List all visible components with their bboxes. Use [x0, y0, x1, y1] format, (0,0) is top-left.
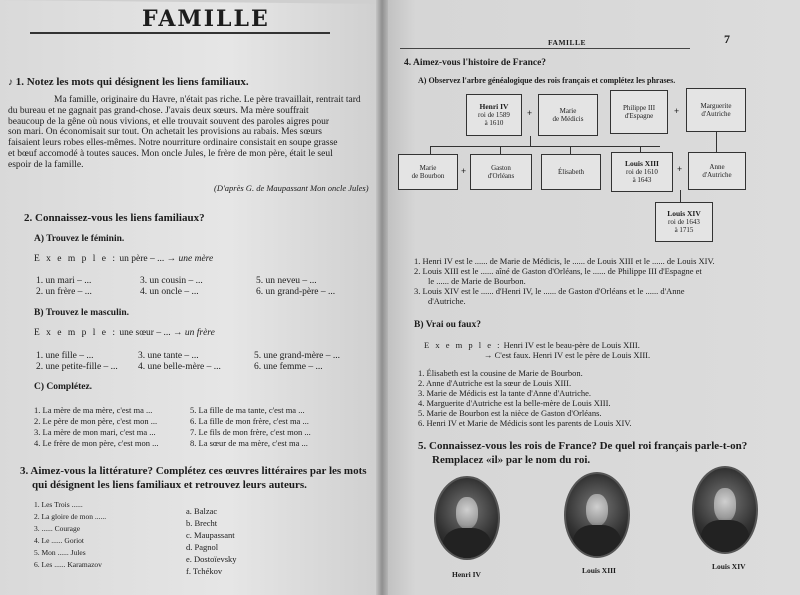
portrait-louis-xiii	[564, 472, 630, 558]
exercise-4b-example-answer: → C'est faux. Henri IV est le père de Louis XIII.	[484, 350, 651, 360]
exercise-4a-sentence: 3. Louis XIV est le ...... d'Henri IV, le ...... de Gaston d'Orléans et le ...... d'Anne	[414, 286, 685, 296]
tree-node-louis-xiii: Louis XIII roi de 1610 à 1643	[611, 152, 673, 192]
exercise-4a-title: A) Observez l'arbre généalogique des rois français et complétez les phrases.	[418, 76, 676, 85]
literary-work: 3. ...... Courage	[34, 524, 81, 533]
tree-connector	[716, 132, 717, 152]
exercise-2c-item: 2. Le père de mon père, c'est mon ...	[34, 416, 158, 426]
exercise-4-heading: 4. Aimez-vous l'histoire de France?	[404, 58, 547, 68]
exercise-4b-example: E x e m p l e : Henri IV est le beau-père de Louis XIII.	[424, 340, 640, 350]
tree-connector	[530, 136, 531, 146]
exercise-4b-item: 2. Anne d'Autriche est la sœur de Louis XIII.	[418, 378, 572, 388]
page-number: 7	[724, 32, 730, 46]
tree-connector	[430, 146, 660, 147]
tree-plus: +	[677, 164, 683, 174]
exercise-2a-item: 5. un neveu – ...	[256, 276, 317, 286]
tree-node-marie-de-bourbon: Marie de Bourbon	[398, 154, 458, 190]
exercise-4b-item: 3. Marie de Médicis est la tante d'Anne d'Autriche.	[418, 388, 592, 398]
exercise-1-source: (D'après G. de Maupassant Mon oncle Jules)	[214, 183, 369, 193]
exercise-2b-item: 3. une tante – ...	[138, 351, 199, 361]
exercise-2c-item: 5. La fille de ma tante, c'est ma ...	[190, 405, 305, 415]
literary-work: 5. Mon ...... Jules	[34, 548, 86, 557]
tree-node-henri-iv: Henri IV roi de 1589 à 1610	[466, 94, 522, 136]
exercise-2c-item: 3. La mère de mon mari, c'est ma ...	[34, 427, 156, 437]
tree-node-marguerite-d-autriche: Marguerite d'Autriche	[686, 88, 746, 132]
exercise-4a-sentence: d'Autriche.	[428, 296, 466, 306]
exercise-1-paragraph: Ma famille, originaire du Havre, n'était pas riche. Le père travaillait, rentrait tard du bureau et ne gagnait pas grand-chose. J'avais deux sœurs. Ma mère souffrait beaucoup de la gêne où nous vivions, et elle trouvait souvent des paroles aigres pour son mari. On économisait sur tout. On achetait les provisions au rabais. Mes sœurs faisaient leurs robes elles-mêmes. Notre nourriture ordinaire consistait en soupe grasse et bœuf accomodé à toutes sauces. Mon oncle Jules, le frère de mon père, était le seul espoir de la famille.	[8, 95, 361, 170]
exercise-2c-item: 8. La sœur de ma mère, c'est ma ...	[190, 438, 308, 448]
exercise-2c-item: 1. La mère de ma mère, c'est ma ...	[34, 405, 153, 415]
author: f. Tchékov	[186, 566, 223, 576]
exercise-4a-sentence: 2. Louis XIII est le ...... aîné de Gaston d'Orléans, le ...... de Philippe III d'Espagne et	[414, 266, 702, 276]
portrait-henri-iv	[434, 476, 500, 560]
exercise-4b-item: 6. Henri IV et Marie de Médicis sont les parents de Louis XIV.	[418, 418, 632, 428]
exercise-2c-title: C) Complétez.	[34, 382, 93, 392]
exercise-2a-item: 3. un cousin – ...	[140, 276, 203, 286]
tree-node-anne-d-autriche: Anne d'Autriche	[688, 152, 746, 190]
literary-work: 2. La gloire de mon ......	[34, 512, 107, 521]
exercise-2a-item: 4. un oncle – ...	[140, 287, 199, 297]
chapter-title: FAMILLE	[142, 6, 270, 32]
exercise-2a-item: 1. un mari – ...	[36, 276, 92, 286]
running-head-rule	[400, 48, 690, 49]
exercise-3-heading-line2: qui désignent les liens familiaux et retrouvez leurs auteurs.	[32, 479, 307, 491]
title-rule	[30, 32, 330, 34]
tree-node-philippe-iii: Philippe III d'Espagne	[610, 90, 668, 134]
exercise-2a-example: E x e m p l e : un père – ... → une mère	[34, 254, 214, 264]
tree-node-marie-de-medicis: Marie de Médicis	[538, 94, 598, 136]
exercise-2b-item: 1. une fille – ...	[36, 351, 94, 361]
exercise-2b-item: 2. une petite-fille – ...	[36, 362, 118, 372]
exercise-2b-example: E x e m p l e : une sœur – ... → un frère	[34, 328, 215, 338]
tree-node-gaston-d-orleans: Gaston d'Orléans	[470, 154, 532, 190]
tree-plus: +	[461, 166, 467, 176]
tree-node-elisabeth: Élisabeth	[541, 154, 601, 190]
running-head: FAMILLE	[548, 38, 586, 47]
tree-connector	[570, 146, 571, 154]
tree-connector	[430, 146, 431, 154]
author: e. Dostoïevsky	[186, 554, 237, 564]
tree-node-louis-xiv: Louis XIV roi de 1643 à 1715	[655, 202, 713, 242]
exercise-4a-sentence: le ...... de Marie de Bourbon.	[428, 276, 526, 286]
exercise-4b-item: 5. Marie de Bourbon est la nièce de Gaston d'Orléans.	[418, 408, 602, 418]
exercise-2b-item: 6. une femme – ...	[254, 362, 323, 372]
exercise-3-heading-line1: 3. Aimez-vous la littérature? Complétez ces œuvres littéraires par les mots	[20, 465, 367, 477]
tree-plus: +	[527, 108, 533, 118]
exercise-2b-item: 4. une belle-mère – ...	[138, 362, 221, 372]
literary-work: 6. Les ...... Karamazov	[34, 560, 102, 569]
author: c. Maupassant	[186, 530, 235, 540]
exercise-4b-item: 1. Élisabeth est la cousine de Marie de Bourbon.	[418, 368, 583, 378]
speaker-icon: ♪	[8, 77, 13, 88]
tree-connector	[680, 190, 681, 202]
exercise-2b-item: 5. une grand-mère – ...	[254, 351, 340, 361]
exercise-2c-item: 4. Le frère de mon père, c'est mon ...	[34, 438, 159, 448]
exercise-1-heading: ♪ 1. Notez les mots qui désignent les liens familiaux.	[8, 76, 249, 88]
exercise-2a-item: 2. un frère – ...	[36, 287, 92, 297]
exercise-2a-title: A) Trouvez le féminin.	[34, 234, 125, 244]
author: b. Brecht	[186, 518, 218, 528]
exercise-2a-item: 6. un grand-père – ...	[256, 287, 336, 297]
exercise-5-heading-line1: 5. Connaissez-vous les rois de France? De quel roi français parle-t-on?	[418, 440, 748, 452]
exercise-2c-item: 6. La fille de mon frère, c'est ma ...	[190, 416, 309, 426]
exercise-2c-item: 7. Le fils de mon frère, c'est mon ...	[190, 427, 311, 437]
tree-plus: +	[674, 106, 680, 116]
exercise-4b-title: B) Vrai ou faux?	[414, 320, 481, 330]
portrait-caption: Louis XIII	[582, 566, 616, 575]
literary-work: 4. Le ...... Goriot	[34, 536, 84, 545]
book-gutter	[376, 0, 388, 595]
portrait-louis-xiv	[692, 466, 758, 554]
exercise-2-heading: 2. Connaissez-vous les liens familiaux?	[24, 212, 205, 224]
portrait-caption: Louis XIV	[712, 562, 746, 571]
author: d. Pagnol	[186, 542, 219, 552]
portrait-caption: Henri IV	[452, 570, 481, 579]
exercise-2b-title: B) Trouvez le masculin.	[34, 308, 129, 318]
exercise-5-heading-line2: Remplacez «il» par le nom du roi.	[432, 454, 591, 466]
literary-work: 1. Les Trois ......	[34, 500, 83, 509]
author: a. Balzac	[186, 506, 218, 516]
tree-connector	[500, 146, 501, 154]
exercise-4a-sentence: 1. Henri IV est le ...... de Marie de Médicis, le ...... de Louis XIII et le ...... de Louis XIV.	[414, 256, 715, 266]
exercise-4b-item: 4. Marguerite d'Autriche est la belle-mère de Louis XIII.	[418, 398, 611, 408]
